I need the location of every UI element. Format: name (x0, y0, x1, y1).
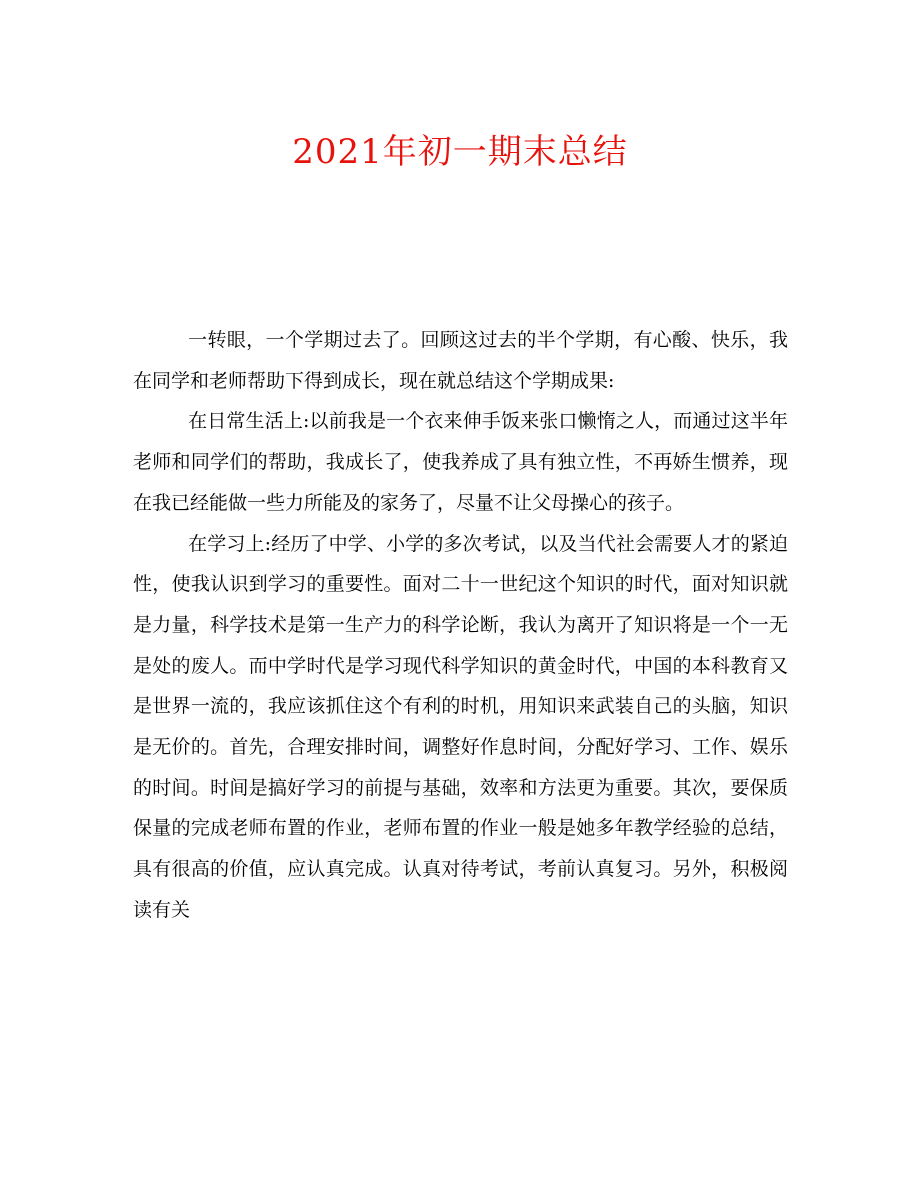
paragraph-study: 在学习上:经历了中学、小学的多次考试，以及当代社会需要人才的紧迫性，使我认识到学习的重要性。面对二十一世纪这个知识的时代，面对知识就是力量，科学技术是第一生产力的科学论断，我认为离开了知识将是一个一无是处的废人。而中学时代是学习现代科学知识的黄金时代，中国的本科教育又是世界一流的，我应该抓住这个有利的时机，用知识来武装自己的头脑，知识是无价的。首先，合理安排时间，调整好作息时间，分配好学习、工作、娱乐的时间。时间是搞好学习的前提与基础，效率和方法更为重要。其次，要保质保量的完成老师布置的作业，老师布置的作业一般是她多年教学经验的总结，具有很高的价值，应认真完成。认真对待考试，考前认真复习。另外，积极阅读有关 (133, 532, 788, 921)
document-title: 2021年初一期末总结 (292, 132, 628, 172)
paragraph-daily-life: 在日常生活上:以前我是一个衣来伸手饭来张口懒惰之人，而通过这半年老师和同学们的帮助，我成长了，使我养成了具有独立性，不再娇生惯养，现在我已经能做一些力所能及的家务了，尽量不让父母操心的孩子。 (133, 410, 788, 514)
document-body (133, 320, 788, 931)
paragraph-intro: 一转眼，一个学期过去了。回顾这过去的半个学期，有心酸、快乐，我在同学和老师帮助下得到成长，现在就总结这个学期成果: (133, 329, 788, 392)
